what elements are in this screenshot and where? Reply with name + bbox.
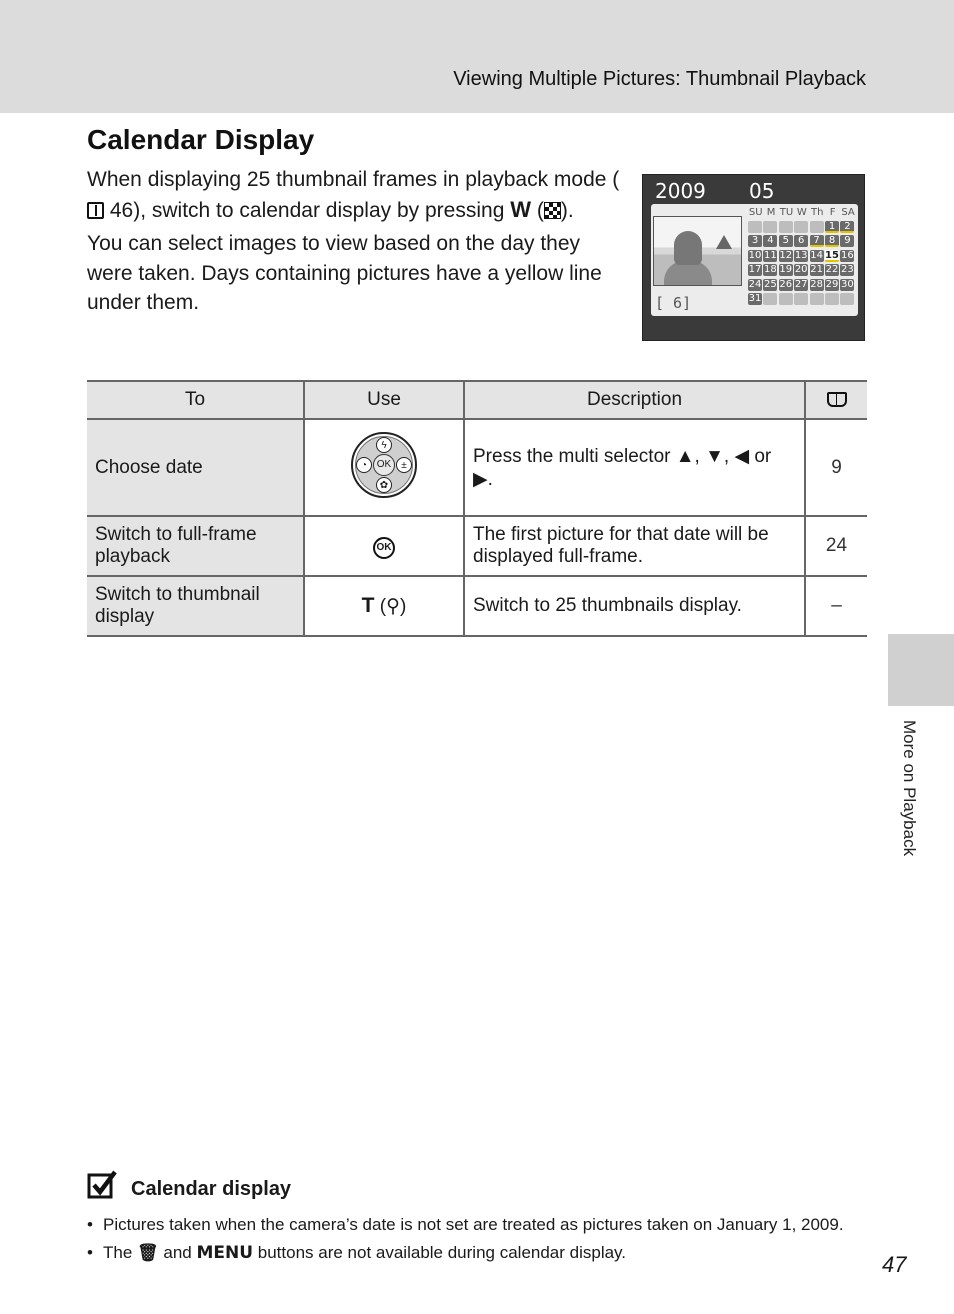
table-row <box>87 576 867 636</box>
intro-p1-ref: 46), switch to calendar display by pressing <box>109 198 505 222</box>
header-use: Use <box>304 381 464 419</box>
note-bullets <box>87 1212 887 1268</box>
weekday-label: SU <box>748 207 763 218</box>
calendar-day: 9 <box>840 235 854 247</box>
intro-p1-end: ). <box>560 198 574 222</box>
book-icon <box>87 202 104 219</box>
checkmark-note-icon <box>87 1170 117 1200</box>
photo-boat-icon <box>716 235 732 249</box>
t-button-label: T <box>361 594 375 617</box>
calendar-day: 12 <box>779 249 793 261</box>
intro-text <box>87 165 627 322</box>
header-description: Description <box>464 381 805 419</box>
calendar-day: 28 <box>810 278 823 290</box>
list-item <box>87 1240 887 1268</box>
row-to: Choose date <box>87 419 304 516</box>
macro-icon: ✿ <box>376 477 392 493</box>
intro-p1-start: When displaying 25 thumbnail frames in playback mode ( <box>87 168 620 191</box>
calendar-day: 17 <box>748 264 762 276</box>
row-use <box>304 516 464 576</box>
calendar-day: 24 <box>748 278 762 290</box>
page-number: 47 <box>882 1252 907 1277</box>
table-row <box>87 419 867 516</box>
use-paren-close: ) <box>400 596 407 617</box>
zoom-in-icon: ⚲ <box>386 596 401 617</box>
w-button-label: W <box>510 196 531 222</box>
calendar-day: 19 <box>779 264 793 276</box>
photo-figure-head <box>674 231 702 265</box>
row-ref: 9 <box>805 419 867 516</box>
intro-paragraph-1 <box>87 165 627 225</box>
calendar-day: 27 <box>794 278 808 290</box>
calendar-day: 29 <box>825 278 839 290</box>
calendar-day <box>794 221 808 233</box>
calendar-day <box>825 293 839 305</box>
calendar-day: 3 <box>748 235 762 247</box>
calendar-day: 20 <box>794 264 808 276</box>
table-header-row <box>87 381 867 419</box>
ok-button-icon: OK <box>373 537 395 559</box>
header-to: To <box>87 381 304 419</box>
calendar-day <box>794 293 808 305</box>
calendar-day <box>779 293 793 305</box>
operations-table <box>87 380 867 637</box>
frame-count: [ 6] <box>655 294 692 312</box>
book-icon <box>827 392 847 407</box>
row-to: Switch to thumbnail display <box>87 576 304 636</box>
calendar-day: 1 <box>825 221 839 233</box>
calendar-day: 31 <box>748 293 762 304</box>
row-description: Press the multi selector ▲, ▼, ◀ or ▶. <box>464 419 805 516</box>
calendar-day: 14 <box>810 249 823 261</box>
calendar-panel <box>651 204 858 316</box>
row-ref: – <box>805 576 867 636</box>
calendar-day: 4 <box>763 235 777 247</box>
calendar-day <box>810 293 824 305</box>
header-band <box>0 0 954 113</box>
calendar-day: 5 <box>779 235 793 247</box>
running-head: Viewing Multiple Pictures: Thumbnail Playback <box>453 68 866 90</box>
calendar-day: 8 <box>825 235 839 247</box>
calendar-day <box>763 293 777 305</box>
flash-icon: ϟ <box>376 437 392 453</box>
calendar-day: 22 <box>825 264 839 276</box>
calendar-day: 25 <box>764 278 777 290</box>
calendar-day <box>763 221 777 233</box>
weekday-label: TU <box>779 207 794 218</box>
table-row <box>87 516 867 576</box>
calendar-day: 6 <box>794 235 808 247</box>
header-ref <box>805 381 867 419</box>
page-title: Calendar Display <box>87 124 315 155</box>
note-title: Calendar display <box>131 1178 292 1200</box>
calendar-day: 15 <box>825 249 839 261</box>
calendar-day: 16 <box>841 249 854 261</box>
row-description: The first picture for that date will be displayed full-frame. <box>464 516 805 576</box>
list-item: • Pictures taken when the camera’s date is not set are treated as pictures taken on January 1, 2009. <box>87 1212 887 1240</box>
weekday-label: W <box>796 207 807 218</box>
bullet2-text-c: buttons are not available during calendar display. <box>257 1243 627 1262</box>
weekday-header <box>748 207 856 218</box>
self-timer-icon: ◔ <box>356 457 372 473</box>
ok-center-icon: OK <box>373 454 395 476</box>
section-tab <box>888 634 954 706</box>
calendar-day: 7 <box>810 235 824 247</box>
bullet2-text-a: The <box>103 1243 133 1262</box>
bullet2-text-b: and <box>163 1243 192 1262</box>
preview-photo <box>653 216 742 286</box>
row-use <box>304 576 464 636</box>
calendar-day: 11 <box>764 249 777 261</box>
calendar-day: 13 <box>794 249 808 261</box>
calendar-day: 21 <box>810 264 823 276</box>
calendar-day <box>840 293 854 305</box>
calendar-day: 30 <box>841 278 854 290</box>
calendar-day: 10 <box>748 249 762 261</box>
intro-paragraph-2: You can select images to view based on the day they were taken. Days containing pictures have a yellow line under them. <box>87 232 602 314</box>
row-description: Switch to 25 thumbnails display. <box>464 576 805 636</box>
intro-paren-open: ( <box>536 198 544 222</box>
section-label: More on Playback <box>900 720 919 857</box>
menu-button-label: MENU <box>196 1243 254 1263</box>
weekday-label: M <box>766 207 776 218</box>
calendar-day <box>810 221 824 233</box>
calendar-day <box>748 221 762 233</box>
weekday-label: SA <box>841 207 855 218</box>
row-ref: 24 <box>805 516 867 576</box>
calendar-year: 2009 <box>655 179 706 203</box>
row-to: Switch to full-frame playback <box>87 516 304 576</box>
weekday-label: Th <box>811 207 824 218</box>
multi-selector-icon <box>351 432 417 498</box>
calendar-month: 05 <box>749 179 775 203</box>
use-paren-open: ( <box>379 596 387 617</box>
calendar-day: 26 <box>779 278 793 290</box>
exposure-icon: ± <box>396 457 412 473</box>
camera-calendar-screen <box>642 174 865 341</box>
calendar-day <box>779 221 793 233</box>
calendar-day: 23 <box>841 264 854 276</box>
trash-icon: 🗑 <box>137 1243 159 1263</box>
weekday-label: F <box>829 207 836 218</box>
calendar-day: 18 <box>764 264 777 276</box>
thumbnail-grid-icon <box>544 202 561 219</box>
calendar-day: 2 <box>840 221 854 233</box>
row-use <box>304 419 464 516</box>
